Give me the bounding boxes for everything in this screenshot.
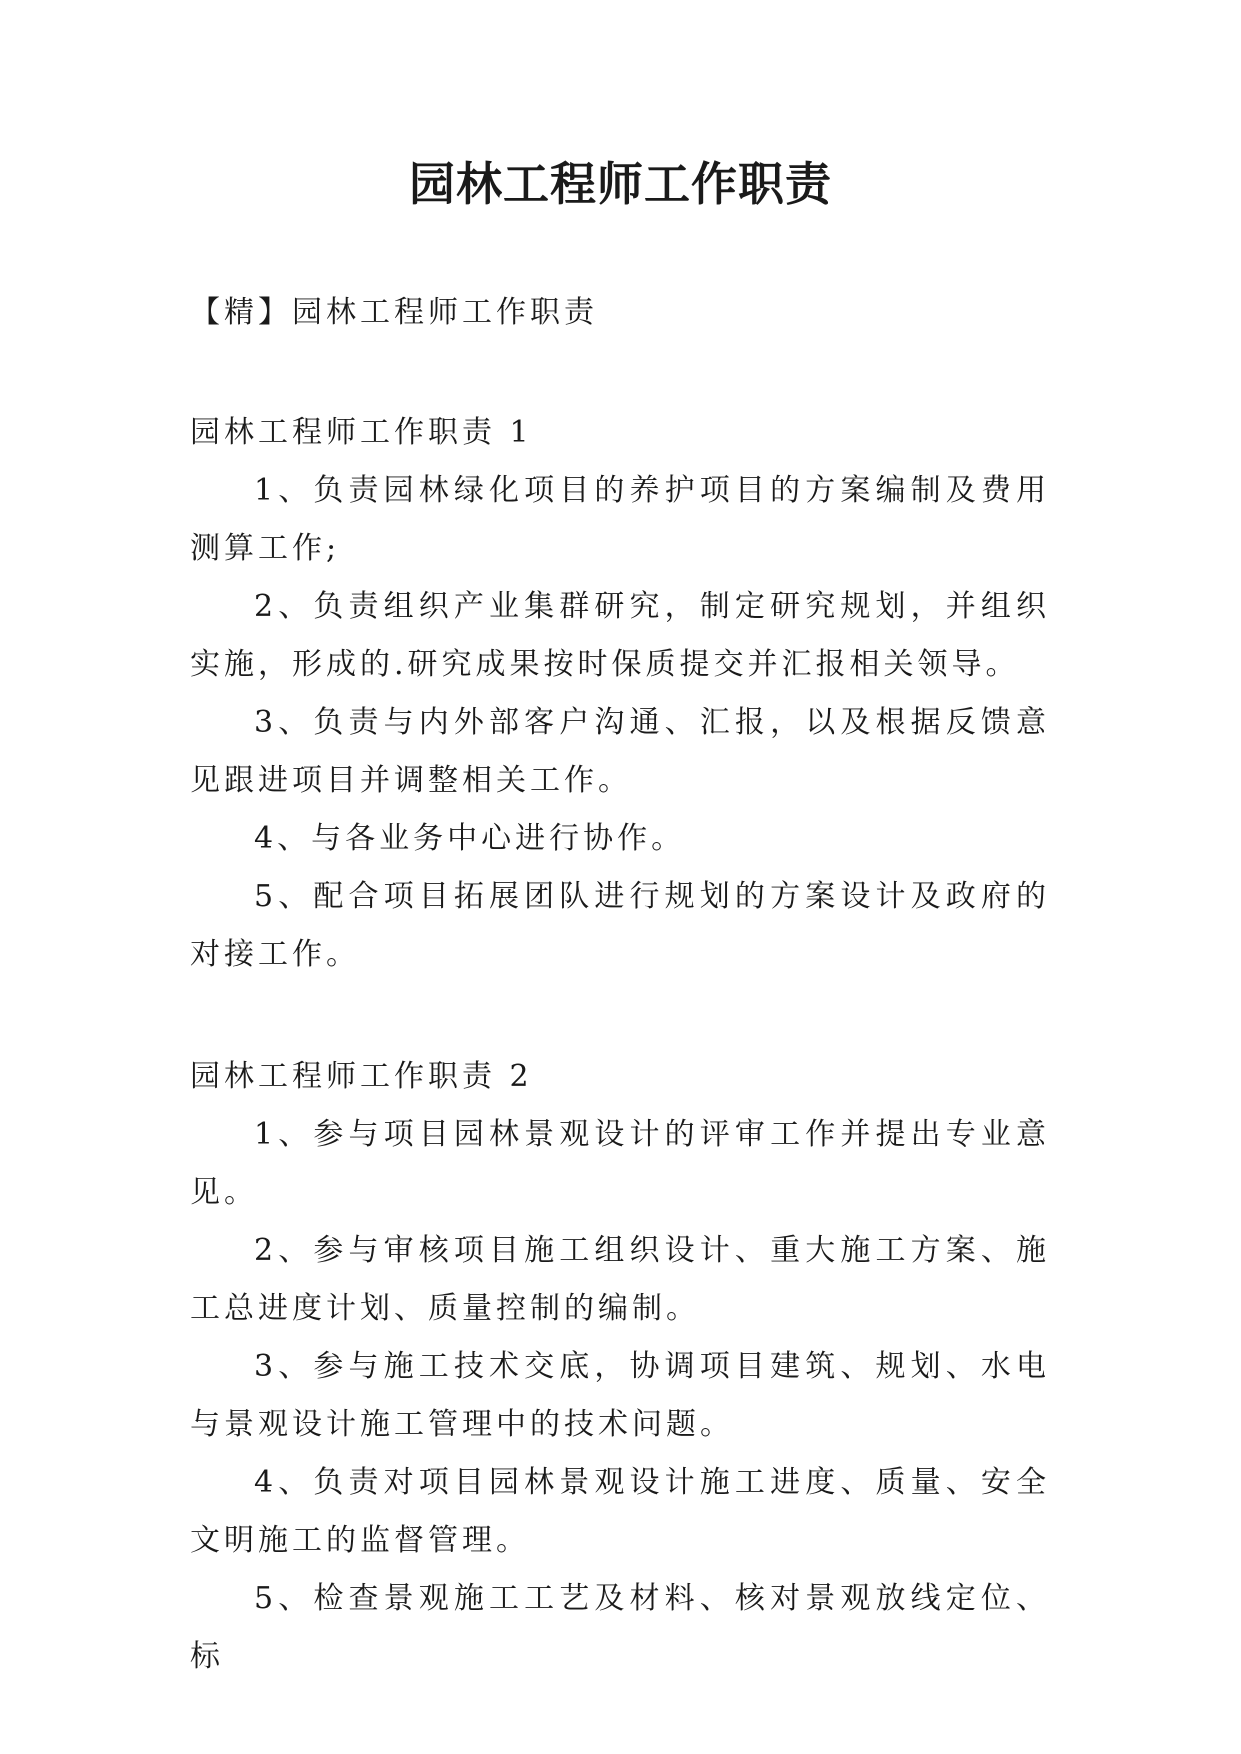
list-item: 4、与各业务中心进行协作。 [254, 821, 686, 856]
document-subtitle: 【精】园林工程师工作职责 [190, 295, 598, 330]
list-item: 1、负责园林绿化项目的养护项目的方案编制及费用测算工作; [190, 473, 1050, 566]
section-duties-2 [190, 1048, 1050, 1686]
list-item: 5、配合项目拓展团队进行规划的方案设计及政府的对接工作。 [190, 879, 1050, 972]
list-item: 3、参与施工技术交底，协调项目建筑、规划、水电与景观设计施工管理中的技术问题。 [190, 1349, 1050, 1442]
section-heading: 园林工程师工作职责 2 [190, 1059, 533, 1094]
list-item: 1、参与项目园林景观设计的评审工作并提出专业意见。 [190, 1117, 1050, 1210]
list-item: 2、参与审核项目施工组织设计、重大施工方案、施工总进度计划、质量控制的编制。 [190, 1233, 1050, 1326]
list-item: 4、负责对项目园林景观设计施工进度、质量、安全文明施工的监督管理。 [190, 1465, 1050, 1558]
section-heading: 园林工程师工作职责 1 [190, 415, 533, 450]
list-item: 3、负责与内外部客户沟通、汇报，以及根据反馈意见跟进项目并调整相关工作。 [190, 705, 1050, 798]
list-item: 5、检查景观施工工艺及材料、核对景观放线定位、标 [190, 1581, 1050, 1674]
section-duties-1 [190, 404, 1050, 984]
document-title: 园林工程师工作职责 [409, 157, 832, 211]
list-item: 2、负责组织产业集群研究，制定研究规划，并组织实施，形成的.研究成果按时保质提交并汇报相关领导。 [190, 589, 1050, 682]
